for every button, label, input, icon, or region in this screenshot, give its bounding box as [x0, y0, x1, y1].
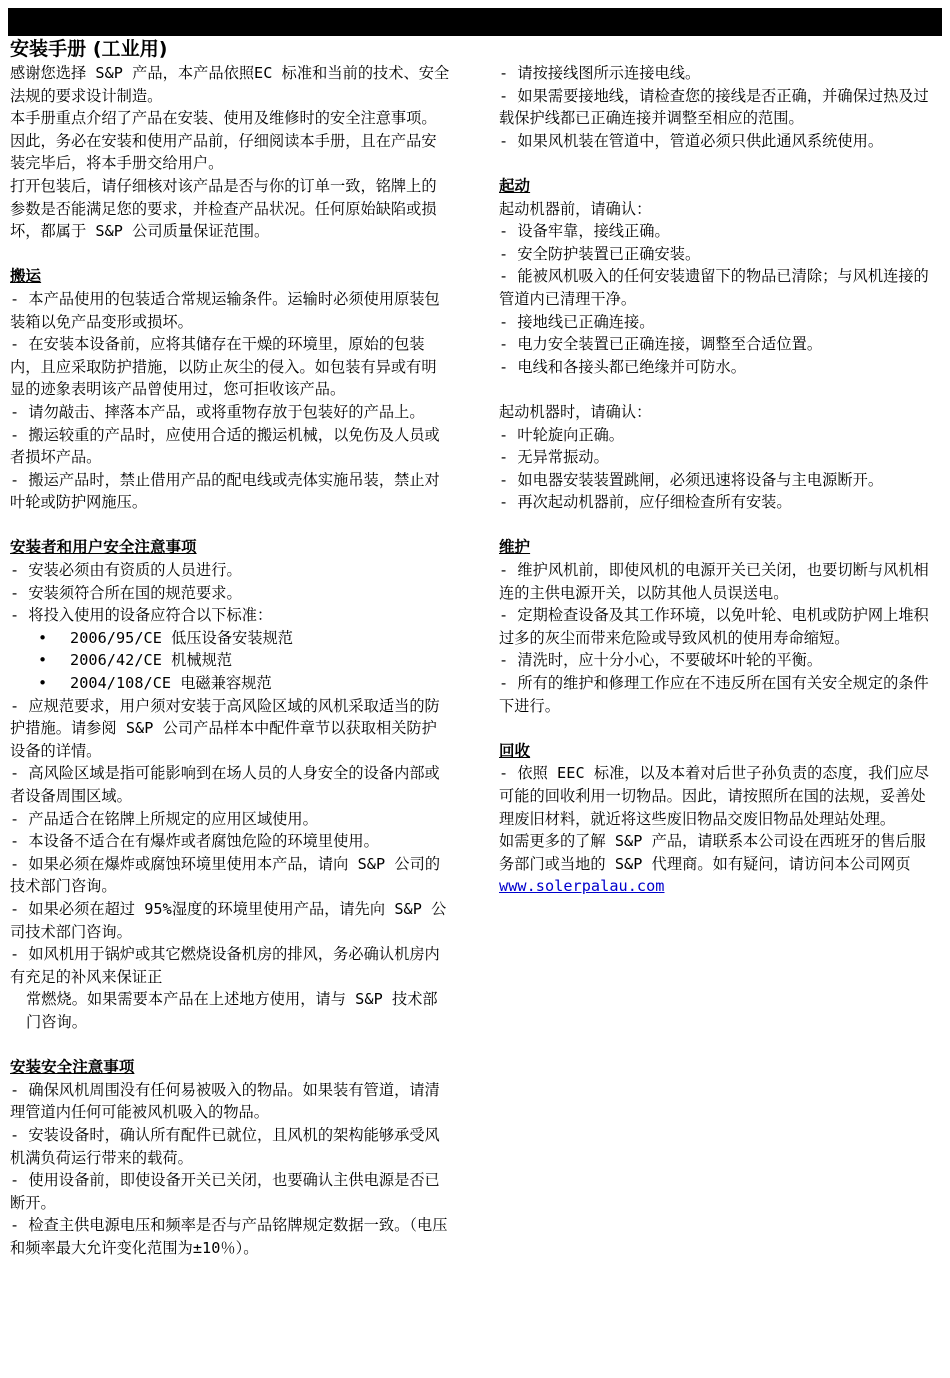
safety-item: - 将投入使用的设备应符合以下标准：: [10, 606, 273, 625]
transport-item: - 搬运较重的产品时，应使用合适的搬运机械，以免伤及人员或者损坏产品。: [10, 425, 440, 467]
startup-item: - 能被风机吸入的任何安装遗留下的物品已清除；与风机连接的管道内已清理干净。: [499, 267, 929, 308]
startup-item: - 叶轮旋向正确。: [499, 425, 625, 444]
safety-item: - 安装须符合所在国的规范要求。: [10, 583, 242, 602]
standard-item: [10, 649, 450, 672]
standard-label: 2006/95/CE 低压设备安装规范: [70, 628, 294, 647]
safety-item: - 应规范要求，用户须对安装于高风险区域的风机采取适当的防护措施。请参阅 S&P 公司产品样本中配件章节以获取相关防护设备的详情。: [10, 696, 440, 760]
intro-paragraph: 本手册重点介绍了产品在安装、使用及维修时的安全注意事项。因此，务必在安装和使用产品前，仔细阅读本手册，且在产品安装完毕后，将本手册交给用户。: [10, 109, 437, 173]
safety-item: - 安装必须由有资质的人员进行。: [10, 561, 242, 580]
left-column: [10, 36, 450, 1259]
bullet-icon: •: [38, 674, 48, 693]
startup-before-label: 起动机器前，请确认：: [499, 199, 652, 218]
startup-item: - 电力安全装置已正确连接，调整至合适位置。: [499, 335, 823, 354]
startup-item: - 接地线已正确连接。: [499, 312, 655, 331]
wiring-item: - 如果需要接地线，请检查您的接线是否正确，并确保过热及过载保护线都已正确连接并调整至相应的范围。: [499, 86, 929, 128]
website-link[interactable]: www.solerpalau.com: [499, 877, 665, 896]
install-safety-item: - 使用设备前，即使设备开关已关闭，也要确认主供电源是否已断开。: [10, 1171, 440, 1212]
contact-text: 如需更多的了解 S&P 产品，请联系本公司设在西班牙的售后服务部门或当地的 S&P 代理商。如有疑问，请访问本公司网页: [499, 832, 926, 873]
startup-item: - 安全防护装置已正确安装。: [499, 244, 701, 263]
startup-during-label: 起动机器时，请确认：: [499, 402, 652, 421]
safety-item: - 如果必须在超过 95%湿度的环境里使用产品，请先向 S&P 公司技术部门咨询。: [10, 899, 447, 941]
safety-item-continued: 常燃烧。如果需要本产品在上述地方使用，请与 S&P 技术部门咨询。: [26, 990, 438, 1031]
maintenance-item: - 清洗时，应十分小心，不要破坏叶轮的平衡。: [499, 651, 823, 670]
install-safety-item: - 确保风机周围没有任何易被吸入的物品。如果装有管道，请清理管道内任何可能被风机吸入的物品。: [10, 1080, 440, 1122]
install-safety-item: - 检查主供电源电压和频率是否与产品铭牌规定数据一致。（电压和频率最大允许变化范围为±10％）。: [10, 1216, 448, 1257]
safety-item: - 高风险区域是指可能影响到在场人员的人身安全的设备内部或者设备周围区域。: [10, 764, 440, 805]
startup-item: - 电线和各接头都已绝缘并可防水。: [499, 357, 746, 376]
section-heading-user-safety: 安装者和用户安全注意事项: [10, 538, 197, 557]
section-heading-recycling: 回收: [499, 741, 531, 760]
header-bar: [8, 8, 942, 36]
section-heading-transport: 搬运: [10, 267, 42, 286]
bullet-icon: •: [38, 628, 48, 647]
section-heading-install-safety: 安装安全注意事项: [10, 1058, 135, 1077]
recycling-item: - 依照 EEC 标准，以及本着对后世子孙负责的态度，我们应尽可能的回收利用一切物品。因此，请按照所在国的法规，妥善处理废旧材料，就近将这些废旧物品交废旧物品处理站处理。: [499, 764, 930, 828]
transport-item: - 本产品使用的包装适合常规运输条件。运输时必须使用原装包装箱以免产品变形或损坏。: [10, 289, 440, 331]
startup-item: - 设备牢靠，接线正确。: [499, 222, 670, 241]
standards-list: [10, 627, 450, 695]
transport-item: - 在安装本设备前，应将其储存在干燥的环境里，原始的包装内，且应采取防护措施，以防止灰尘的侵入。如包装有异或有明显的迹象表明该产品曾使用过，您可拒收该产品。: [10, 335, 437, 399]
safety-item: - 本设备不适合在有爆炸或者腐蚀危险的环境里使用。: [10, 832, 379, 851]
section-heading-startup: 起动: [499, 176, 531, 195]
standard-item: [10, 672, 450, 695]
intro-paragraph: 打开包装后，请仔细核对该产品是否与你的订单一致，铭牌上的参数是否能满足您的要求，并检查产品状况。任何原始缺陷或损坏，都属于 S&P 公司质量保证范围。: [10, 176, 437, 241]
transport-item: - 搬运产品时，禁止借用产品的配电线或壳体实施吊装，禁止对叶轮或防护网施压。: [10, 470, 440, 512]
safety-item: - 如风机用于锅炉或其它燃烧设备机房的排风，务必确认机房内有充足的补风来保证正: [10, 945, 440, 986]
install-safety-item: - 安装设备时，确认所有配件已就位，且风机的架构能够承受风机满负荷运行带来的载荷。: [10, 1125, 440, 1167]
right-column: [499, 62, 939, 898]
startup-item: - 如电器安装装置跳闸，必须迅速将设备与主电源断开。: [499, 470, 884, 489]
startup-item: - 无异常振动。: [499, 448, 609, 467]
safety-item: - 产品适合在铭牌上所规定的应用区域使用。: [10, 809, 318, 828]
maintenance-item: - 定期检查设备及其工作环境，以免叶轮、电机或防护网上堆积过多的灰尘而带来危险或导致风机的使用寿命缩短。: [499, 606, 929, 647]
standard-label: 2004/108/CE 电磁兼容规范: [70, 674, 272, 693]
intro-paragraph: 感谢您选择 S&P 产品，本产品依照EC 标准和当前的技术、安全法规的要求设计制造。: [10, 64, 450, 105]
document-title: 安装手册 (工业用): [10, 38, 168, 60]
startup-item: - 再次起动机器前，应仔细检查所有安装。: [499, 493, 792, 512]
maintenance-item: - 维护风机前，即使风机的电源开关已关闭，也要切断与风机相连的主供电源开关，以防其他人员误送电。: [499, 561, 929, 602]
maintenance-item: - 所有的维护和修理工作应在不违反所在国有关安全规定的条件下进行。: [499, 674, 929, 715]
safety-item: - 如果必须在爆炸或腐蚀环境里使用本产品，请向 S&P 公司的技术部门咨询。: [10, 854, 441, 896]
standard-label: 2006/42/CE 机械规范: [70, 651, 233, 670]
section-heading-maintenance: 维护: [499, 538, 531, 557]
wiring-item: - 请按接线图所示连接电线。: [499, 64, 701, 82]
bullet-icon: •: [38, 651, 48, 670]
wiring-item: - 如果风机装在管道中，管道必须只供此通风系统使用。: [499, 131, 884, 150]
contact-paragraph: [499, 830, 939, 898]
standard-item: [10, 627, 450, 650]
transport-item: - 请勿敲击、摔落本产品，或将重物存放于包装好的产品上。: [10, 402, 425, 421]
